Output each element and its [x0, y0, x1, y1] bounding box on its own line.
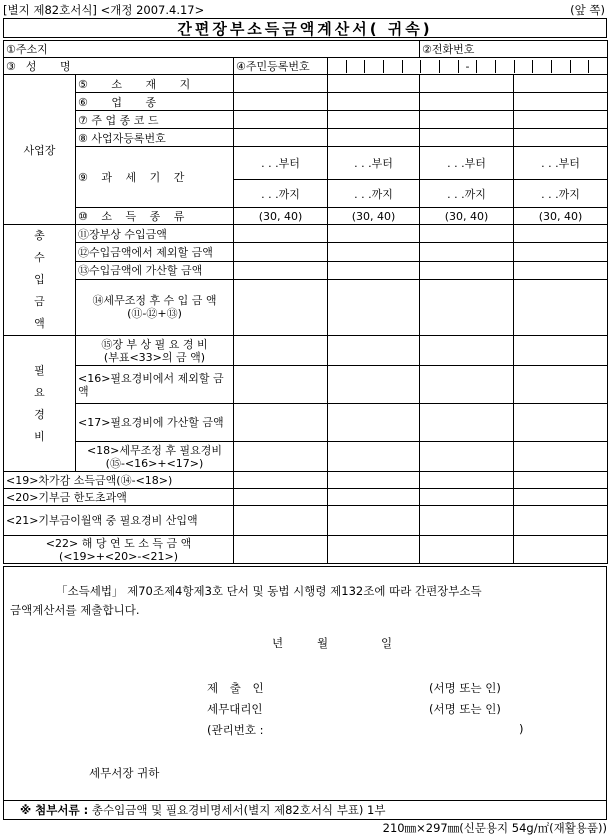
row-19-label: <19>차가감 소득금액(⑭-<18>)	[4, 472, 234, 489]
expense-group-label: 필 요 경 비	[4, 336, 76, 472]
addressee: 세무서장 귀하	[89, 766, 160, 780]
row-14-value-2[interactable]	[328, 279, 420, 335]
row-19-value-2[interactable]	[328, 472, 420, 489]
row-15-value-4[interactable]	[514, 336, 608, 366]
row-20-value-4[interactable]	[514, 489, 608, 506]
industry-code-label: ⑦ 주 업 종 코 드	[76, 111, 234, 129]
registration-number-value-2[interactable]	[328, 129, 420, 147]
tax-agent-signature[interactable]: (서명 또는 인)	[429, 702, 501, 716]
row-13-value-1[interactable]	[234, 261, 328, 279]
row-21-value-1[interactable]	[234, 506, 328, 536]
row-17-value-1[interactable]	[234, 404, 328, 442]
income-type-code-4: (30, 40)	[514, 208, 608, 225]
row-22-label: <22> 해 당 연 도 소 득 금 액 (<19>+<20>-<21>)	[4, 536, 234, 564]
row-13-value-4[interactable]	[514, 261, 608, 279]
industry-code-value-1[interactable]	[234, 111, 328, 129]
address-field[interactable]	[4, 41, 420, 58]
row-11-value-4[interactable]	[514, 225, 608, 243]
declaration-text-line-1: 「소득세법」 제70조제4항제3호 단서 및 동법 시행령 제132조에 따라 간편장부소득	[56, 584, 482, 598]
row-14-value-3[interactable]	[420, 279, 514, 335]
period-to-1[interactable]: . . .까지	[234, 180, 328, 208]
form-number: [별지 제82호서식] <개정 2007.4.17>	[3, 3, 205, 17]
row-11-value-1[interactable]	[234, 225, 328, 243]
period-from-3[interactable]: . . .부터	[420, 147, 514, 180]
period-to-3[interactable]: . . .까지	[420, 180, 514, 208]
income-type-code-3: (30, 40)	[420, 208, 514, 225]
phone-field[interactable]	[420, 41, 608, 58]
row-22-value-3[interactable]	[420, 536, 514, 564]
resident-number-boxes[interactable]	[328, 58, 608, 75]
phone-label: ②전화번호	[422, 43, 475, 56]
row-19-value-1[interactable]	[234, 472, 328, 489]
name-label: ③성 명	[6, 60, 81, 73]
row-12-value-2[interactable]	[328, 243, 420, 261]
row-17-label: <17>필요경비에 가산할 금액	[76, 404, 234, 442]
name-field[interactable]	[4, 58, 234, 75]
row-17-value-3[interactable]	[420, 404, 514, 442]
row-14-label: ⑭세무조정 후 수 입 금 액 (⑪-⑫+⑬)	[76, 279, 234, 335]
management-number-label: (관리번호 :	[207, 723, 264, 737]
attachment-label: ※ 첨부서류 :	[20, 803, 89, 817]
row-11-value-2[interactable]	[328, 225, 420, 243]
period-from-2[interactable]: . . .부터	[328, 147, 420, 180]
row-15-label: ⑮장 부 상 필 요 경 비 (부표<33>의 금 액)	[76, 336, 234, 366]
location-value-4[interactable]	[514, 75, 608, 93]
date-year-label[interactable]: 년	[272, 636, 284, 650]
row-13-label: ⑬수입금액에 가산할 금액	[76, 261, 234, 279]
registration-number-value-4[interactable]	[514, 129, 608, 147]
row-21-value-4[interactable]	[514, 506, 608, 536]
row-21-label: <21>기부금이월액 중 필요경비 산입액	[4, 506, 234, 536]
revenue-group-label: 총 수 입 금 액	[4, 225, 76, 336]
location-label: ⑤ 소 재 지	[76, 75, 234, 93]
row-12-value-4[interactable]	[514, 243, 608, 261]
submitter-label: 제 출 인	[207, 681, 268, 695]
period-to-2[interactable]: . . .까지	[328, 180, 420, 208]
tax-period-label: ⑨ 과 세 기 간	[76, 147, 234, 208]
row-13-value-2[interactable]	[328, 261, 420, 279]
paper-spec-footer: 210㎜×297㎜(신문용지 54g/㎡(재활용품))	[382, 821, 607, 835]
industry-value-1[interactable]	[234, 93, 328, 111]
row-21-value-2[interactable]	[328, 506, 420, 536]
row-13-value-3[interactable]	[420, 261, 514, 279]
row-16-value-2[interactable]	[328, 366, 420, 404]
row-17-value-2[interactable]	[328, 404, 420, 442]
resident-number-dash: -	[458, 60, 477, 73]
industry-code-value-2[interactable]	[328, 111, 420, 129]
location-value-1[interactable]	[234, 75, 328, 93]
row-12-value-1[interactable]	[234, 243, 328, 261]
row-12-value-3[interactable]	[420, 243, 514, 261]
row-19-value-3[interactable]	[420, 472, 514, 489]
date-day-label[interactable]: 일	[381, 636, 393, 650]
resident-number-label: ④주민등록번호	[234, 58, 328, 75]
location-value-3[interactable]	[420, 75, 514, 93]
row-18-value-1[interactable]	[234, 442, 328, 472]
date-month-label[interactable]: 월	[317, 636, 329, 650]
row-22-value-4[interactable]	[514, 536, 608, 564]
row-11-label: ⑪장부상 수입금액	[76, 225, 234, 243]
industry-value-2[interactable]	[328, 93, 420, 111]
business-group-label: 사업장	[4, 75, 76, 225]
management-number-close: )	[519, 722, 524, 736]
registration-number-value-1[interactable]	[234, 129, 328, 147]
industry-code-value-4[interactable]	[514, 111, 608, 129]
tax-agent-label: 세무대리인	[207, 702, 263, 716]
page-side-label: (앞 쪽)	[570, 3, 605, 17]
row-15-value-3[interactable]	[420, 336, 514, 366]
declaration-section	[3, 566, 607, 801]
row-22-value-1[interactable]	[234, 536, 328, 564]
row-20-value-3[interactable]	[420, 489, 514, 506]
row-18-value-4[interactable]	[514, 442, 608, 472]
income-type-code-2: (30, 40)	[328, 208, 420, 225]
row-15-value-2[interactable]	[328, 336, 420, 366]
income-calculation-table	[3, 40, 608, 564]
row-12-label: ⑫수입금액에서 제외할 금액	[76, 243, 234, 261]
income-type-label: ⑩ 소 득 종 류	[76, 208, 234, 225]
attachment-text: 총수입금액 및 필요경비명세서(별지 제82호서식 부표) 1부	[91, 803, 386, 817]
period-from-4[interactable]: . . .부터	[514, 147, 608, 180]
registration-number-label: ⑧ 사업자등록번호	[76, 129, 234, 147]
row-11-value-3[interactable]	[420, 225, 514, 243]
industry-label: ⑥ 업 종	[76, 93, 234, 111]
row-22-value-2[interactable]	[328, 536, 420, 564]
row-18-value-3[interactable]	[420, 442, 514, 472]
address-label: ①주소지	[6, 43, 48, 56]
row-14-value-4[interactable]	[514, 279, 608, 335]
row-14-value-1[interactable]	[234, 279, 328, 335]
industry-value-3[interactable]	[420, 93, 514, 111]
location-value-2[interactable]	[328, 75, 420, 93]
row-17-value-4[interactable]	[514, 404, 608, 442]
registration-number-value-3[interactable]	[420, 129, 514, 147]
row-20-label: <20>기부금 한도초과액	[4, 489, 234, 506]
period-from-1[interactable]: . . .부터	[234, 147, 328, 180]
row-16-value-1[interactable]	[234, 366, 328, 404]
period-to-4[interactable]: . . .까지	[514, 180, 608, 208]
attachment-note	[3, 800, 607, 820]
form-title: 간편장부소득금액계산서( 귀속)	[3, 18, 607, 38]
industry-value-4[interactable]	[514, 93, 608, 111]
row-18-label: <18>세무조정 후 필요경비 (⑮-<16>+<17>)	[76, 442, 234, 472]
row-16-value-4[interactable]	[514, 366, 608, 404]
row-20-value-2[interactable]	[328, 489, 420, 506]
income-type-code-1: (30, 40)	[234, 208, 328, 225]
submitter-signature[interactable]: (서명 또는 인)	[429, 681, 501, 695]
row-18-value-2[interactable]	[328, 442, 420, 472]
row-16-value-3[interactable]	[420, 366, 514, 404]
industry-code-value-3[interactable]	[420, 111, 514, 129]
row-19-value-4[interactable]	[514, 472, 608, 489]
row-20-value-1[interactable]	[234, 489, 328, 506]
row-15-value-1[interactable]	[234, 336, 328, 366]
row-21-value-3[interactable]	[420, 506, 514, 536]
declaration-text-line-2: 금액계산서를 제출합니다.	[10, 603, 140, 617]
row-16-label: <16>필요경비에서 제외할 금액	[76, 366, 234, 404]
